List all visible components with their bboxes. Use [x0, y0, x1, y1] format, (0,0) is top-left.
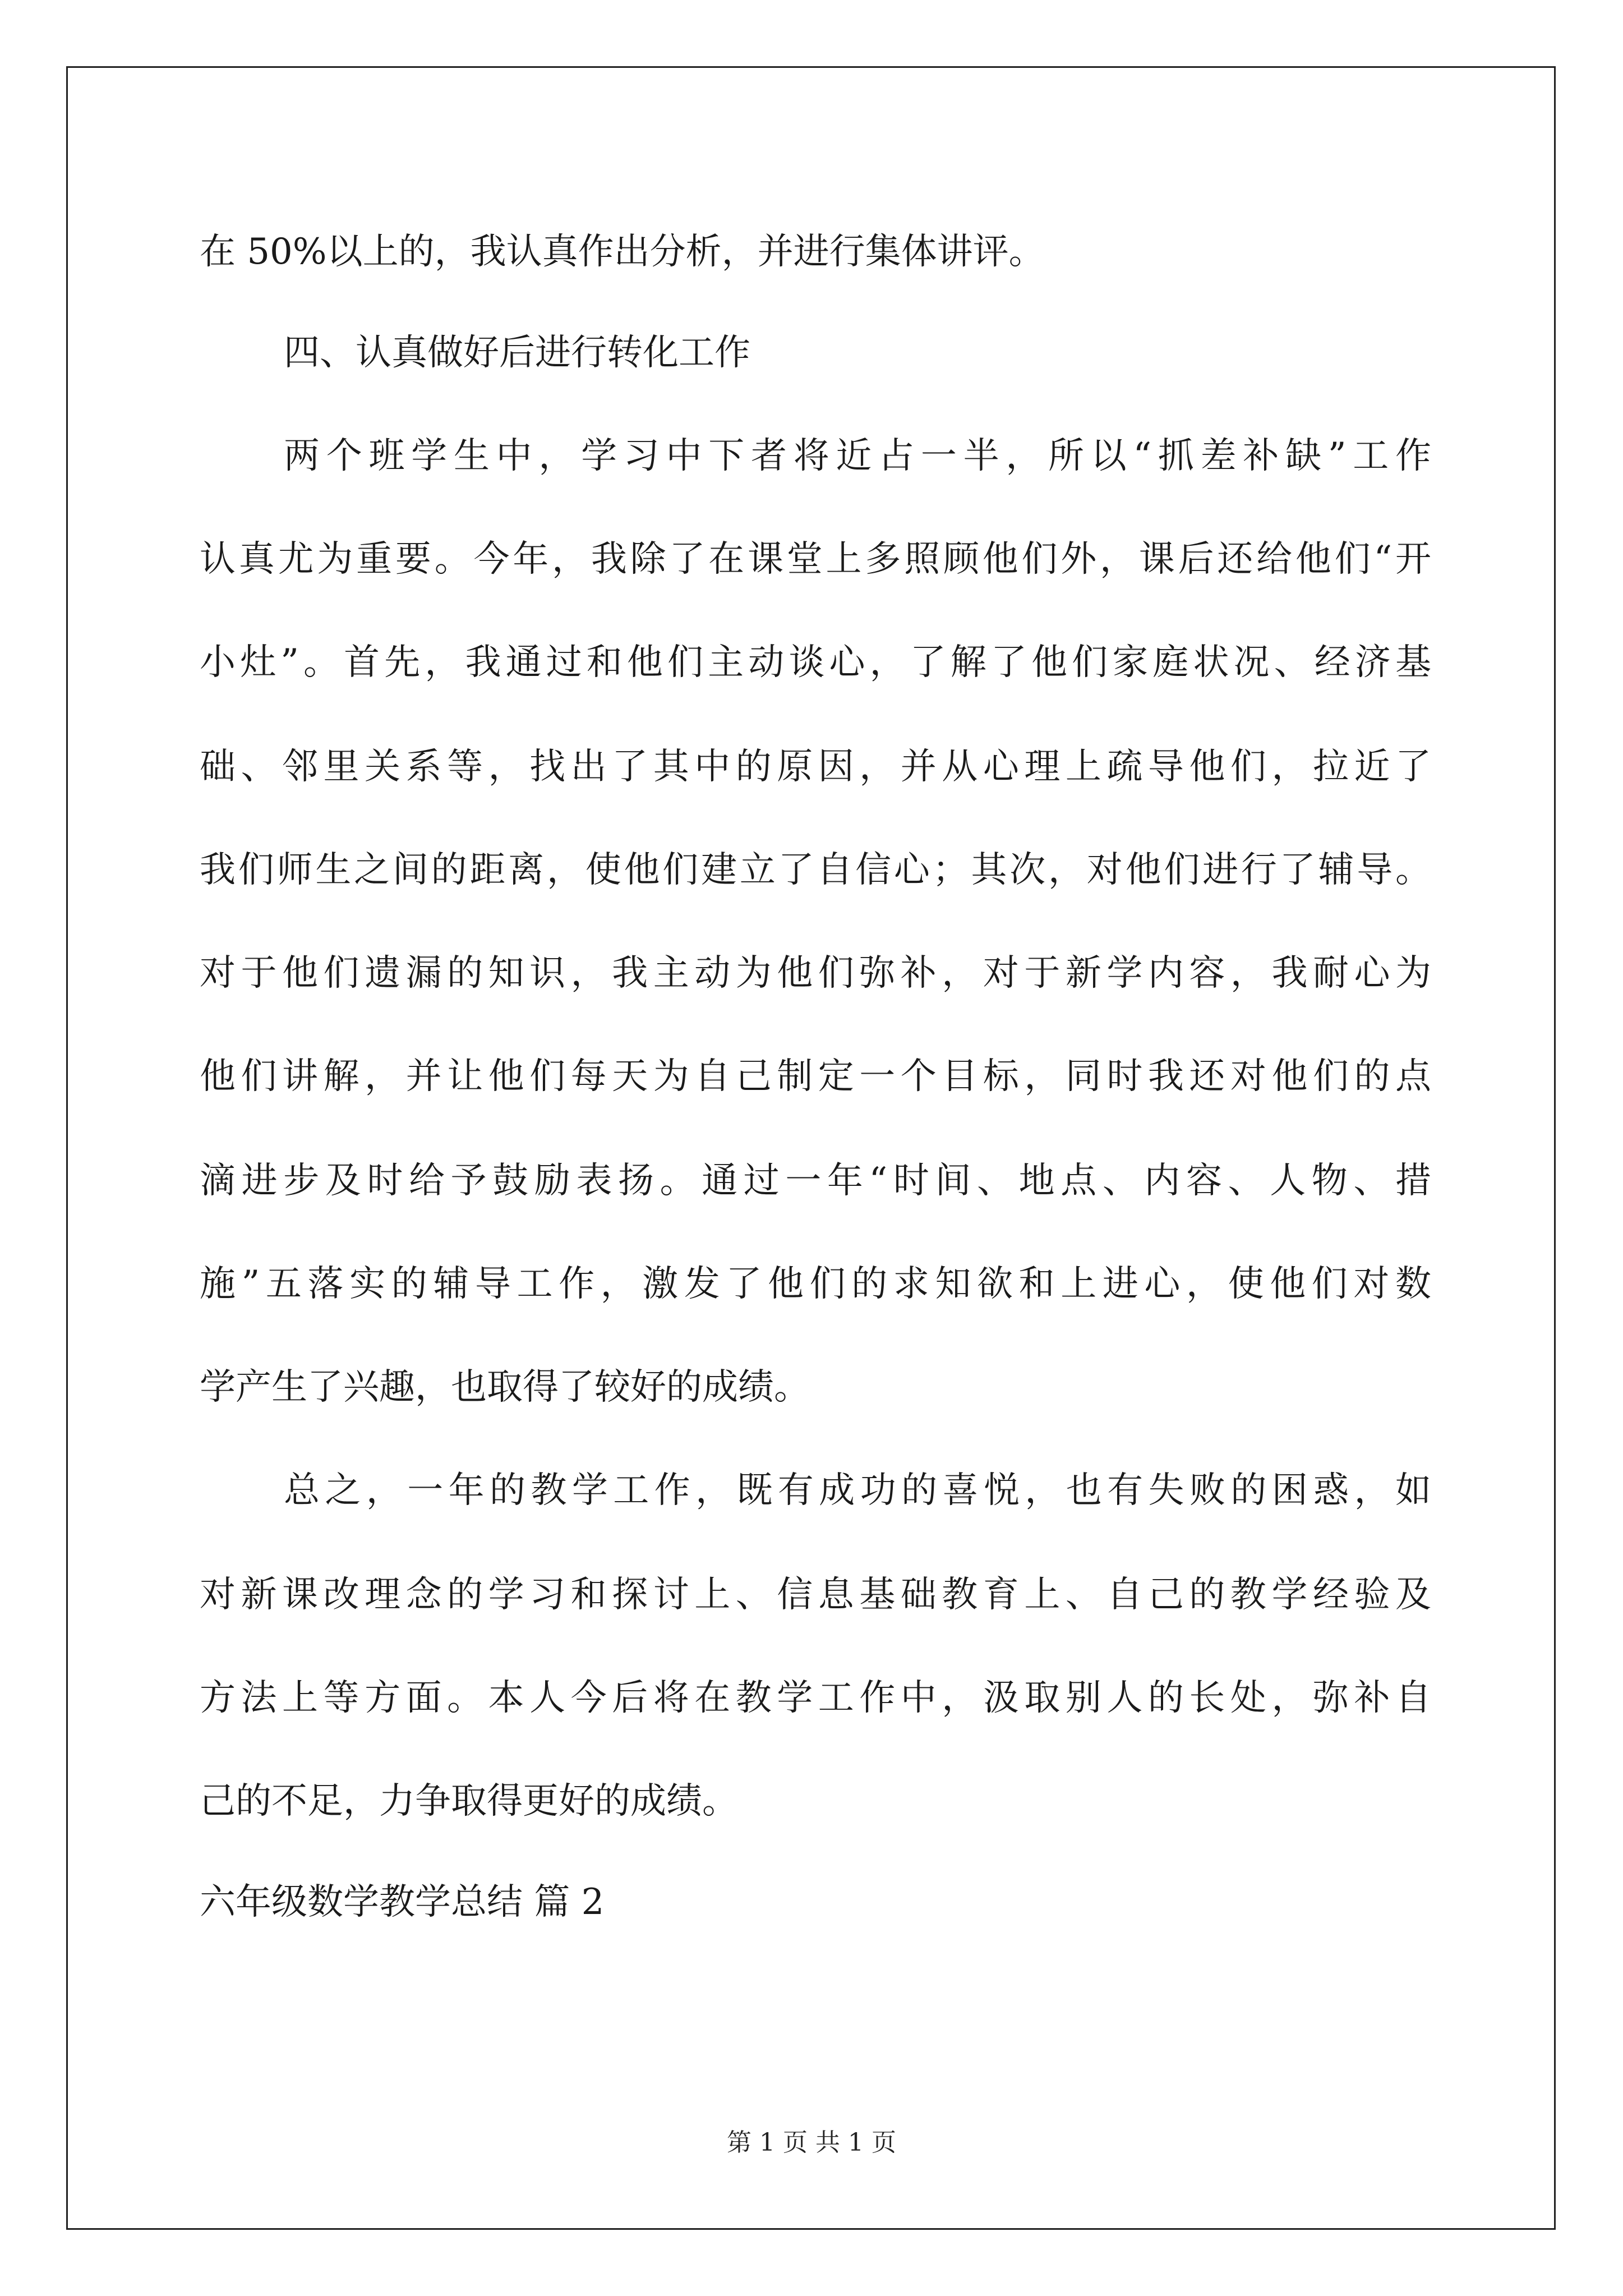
text-line: 认真尤为重要。今年，我除了在课堂上多照顾他们外，课后还给他们“开	[200, 539, 1431, 580]
text-line: 学产生了兴趣，也取得了较好的成绩。	[200, 1366, 810, 1408]
text-line: 方法上等方面。本人今后将在教学工作中，汲取别人的长处，弥补自	[200, 1677, 1431, 1719]
text-line: 滴进步及时给予鼓励表扬。通过一年“时间、地点、内容、人物、措	[200, 1160, 1431, 1202]
text-line: 对新课改理念的学习和探讨上、信息基础教育上、自己的教学经验及	[200, 1574, 1431, 1616]
page-footer: 第 1 页 共 1 页	[727, 2128, 896, 2157]
section-heading: 六年级数学教学总结 篇 2	[200, 1881, 605, 1923]
section-subheading: 四、认真做好后进行转化工作	[284, 332, 750, 374]
text-line: 总之，一年的教学工作，既有成功的喜悦，也有失败的困惑，如	[284, 1470, 1431, 1511]
text-line: 对于他们遗漏的知识，我主动为他们弥补，对于新学内容，我耐心为	[200, 953, 1431, 994]
text-line: 两个班学生中，学习中下者将近占一半，所以“抓差补缺”工作	[284, 435, 1431, 477]
text-line: 我们师生之间的距离，使他们建立了自信心；其次，对他们进行了辅导。	[200, 849, 1431, 891]
text-line: 己的不足，力争取得更好的成绩。	[200, 1780, 738, 1822]
text-line: 施”五落实的辅导工作，激发了他们的求知欲和上进心，使他们对数	[200, 1263, 1431, 1305]
text-line: 在 50%以上的，我认真作出分析，并进行集体讲评。	[200, 231, 1045, 273]
text-line: 础、邻里关系等，找出了其中的原因，并从心理上疏导他们，拉近了	[200, 746, 1431, 788]
text-line: 他们讲解，并让他们每天为自己制定一个目标，同时我还对他们的点	[200, 1056, 1431, 1097]
text-line: 小灶”。首先，我通过和他们主动谈心，了解了他们家庭状况、经济基	[200, 642, 1431, 683]
